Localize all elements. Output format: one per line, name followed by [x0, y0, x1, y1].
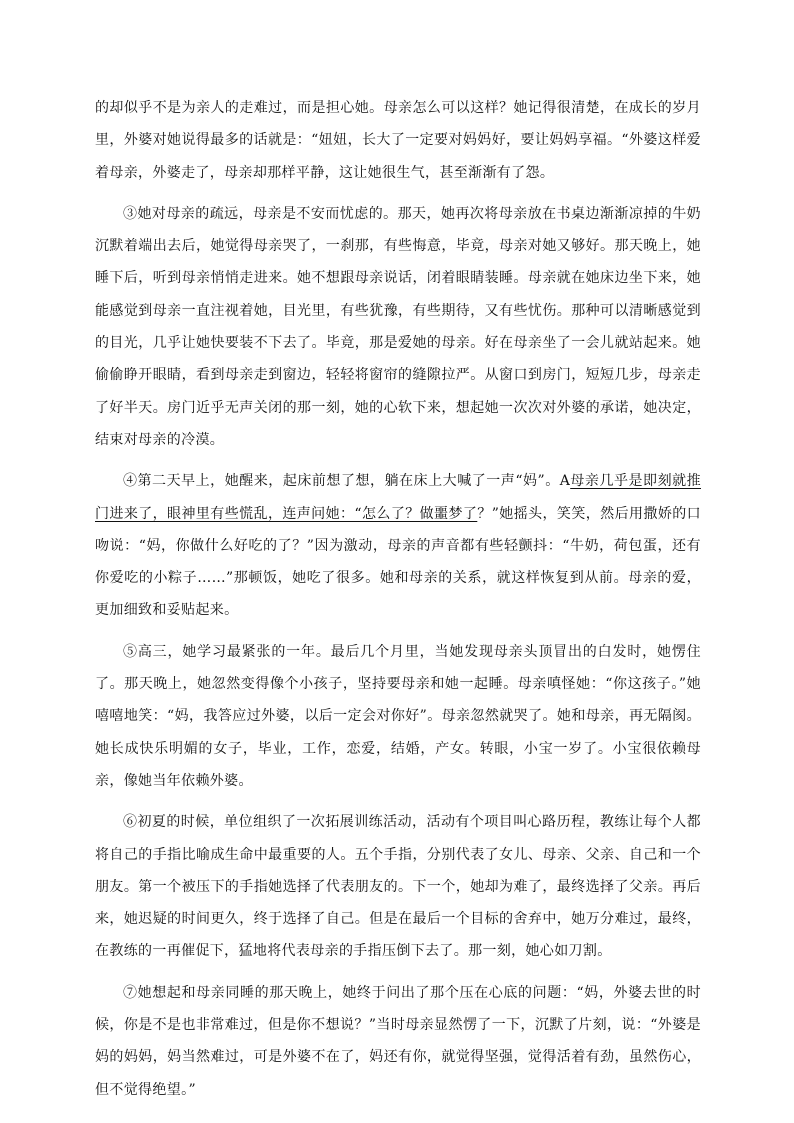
text-segment: ④第二天早上，她醒来，起床前想了想，躺在床上大喊了一声“妈”。A [123, 473, 571, 490]
underlined-sentence: 母亲几乎是即刻就推门进来了，眼神里有些慌乱，连声问她：“怎么了？做噩梦了 [95, 473, 701, 522]
text-segment: ③她对母亲的疏远，母亲是不安而忧虑的。那天，她再次将母亲放在书桌边渐渐凉掉的牛奶沉默着端出去后，她觉得母亲哭了，一刹那，有些悔意，毕竟，母亲对她又够好。那天晚上，她睡下后，听到母亲悄悄走进来。她不想跟母亲说话，闭着眼睛装睡。母亲就在她床边坐下来，她能感觉到母亲一直注视着她，目光里，有些犹豫，有些期待，又有些忧伤。那种可以清晰感觉到的目光，几乎让她快要装不下去了。毕竟，那是爱她的母亲。好在母亲坐了一会儿就站起来。她偷偷睁开眼睛，看到母亲走到窗边，轻轻将窗帘的缝隙拉严。从窗口到房门，短短几步，母亲走了好半天。房门近乎无声关闭的那一刻，她的心软下来，想起她一次次对外婆的承诺，她决定，结束对母亲的冷漠。 [95, 205, 701, 448]
paragraph-p-7 [95, 977, 701, 1106]
text-segment: ？”她摇头，笑笑，然后用撒娇的口吻说：“妈，你做什么好吃的了？”因为激动，母亲的声音都有些轻颤抖：“牛奶，荷包蛋，还有你爱吃的小粽子……”那顿饭，她吃了很多。她和母亲的关系，就这样恢复到从前。母亲的爱，更加细致和妥贴起来。 [95, 505, 701, 619]
paragraph-p-6 [95, 806, 701, 967]
text-segment: 的却似乎不是为亲人的走难过，而是担心她。母亲怎么可以这样？她记得很清楚，在成长的岁月里，外婆对她说得最多的话就是：“妞妞，长大了一定要对妈妈好，要让妈妈享福。“外婆这样爱着母亲，外婆走了，母亲却那样平静，这让她很生气，甚至渐渐有了怨。 [95, 100, 701, 181]
text-segment: ⑤高三，她学习最紧张的一年。最后几个月里，当她发现母亲头顶冒出的白发时，她愣住了。那天晚上，她忽然变得像个小孩子，坚持要母亲和她一起睡。母亲嗔怪她：“你这孩子。”她嘻嘻地笑：“妈，我答应过外婆，以后一定会对你好”。母亲忽然就哭了。她和母亲，再无隔阂。她长成快乐明媚的女子，毕业，工作，恋爱，结婚，产女。转眼，小宝一岁了。小宝很依赖母亲，像她当年依赖外婆。 [95, 643, 701, 789]
text-segment: ⑦她想起和母亲同睡的那天晚上，她终于问出了那个压在心底的问题：“妈，外婆去世的时候，你是不是也非常难过，但是你不想说？”当时母亲显然愣了一下，沉默了片刻，说：“外婆是妈的妈妈，妈当然难过，可是外婆不在了，妈还有你，就觉得坚强，觉得活着有劲，虽然伤心，但不觉得绝望。” [95, 984, 701, 1098]
paragraph-p-4 [95, 465, 701, 626]
text-segment: ⑥初夏的时候，单位组织了一次拓展训练活动，活动有个项目叫心路历程，教练让每个人都将自己的手指比喻成生命中最重要的人。五个手指，分别代表了女儿、母亲、父亲、自己和一个朋友。第一个被压下的手指她选择了代表朋友的。下一个，她却为难了，最终选择了父亲。再后来，她迟疑的时间更久，终于选择了自己。但是在最后一个目标的舍弃中，她万分难过，最终，在教练的一再催促下，猛地将代表母亲的手指压倒下去了。那一刻，她心如刀割。 [95, 814, 701, 960]
document-page [95, 92, 701, 1115]
paragraph-p-intro [95, 92, 701, 189]
paragraph-p-3 [95, 198, 701, 456]
paragraph-p-5 [95, 636, 701, 797]
